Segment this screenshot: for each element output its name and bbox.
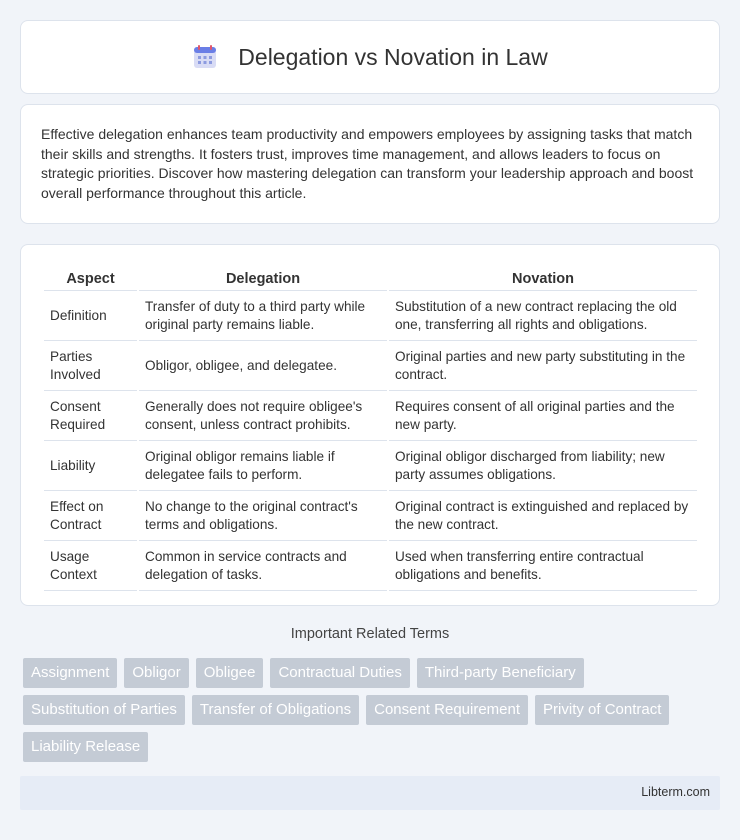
cell-novation: Substitution of a new contract replacing the old one, transferring all rights and obligations. <box>389 293 697 341</box>
cell-aspect: Effect on Contract <box>44 493 137 541</box>
table-row <box>44 393 697 441</box>
tag-privity-of-contract[interactable]: Privity of Contract <box>535 695 669 725</box>
cell-novation: Original contract is extinguished and replaced by the new contract. <box>389 493 697 541</box>
cell-novation: Used when transferring entire contractual obligations and benefits. <box>389 543 697 591</box>
cell-delegation: Obligor, obligee, and delegatee. <box>139 343 387 391</box>
tag-obligor[interactable]: Obligor <box>124 658 188 688</box>
related-terms-list <box>23 658 723 769</box>
table-row <box>44 293 697 341</box>
cell-aspect: Definition <box>44 293 137 341</box>
footer-site-link[interactable]: Libterm.com <box>641 785 710 799</box>
tag-assignment[interactable]: Assignment <box>23 658 117 688</box>
cell-novation: Original parties and new party substituting in the contract. <box>389 343 697 391</box>
table-row <box>44 343 697 391</box>
comparison-card <box>20 244 720 606</box>
table-row <box>44 543 697 591</box>
cell-delegation: Transfer of duty to a third party while original party remains liable. <box>139 293 387 341</box>
header-novation: Novation <box>389 267 697 291</box>
header-card <box>20 20 720 94</box>
cell-aspect: Parties Involved <box>44 343 137 391</box>
footer <box>20 776 720 810</box>
cell-delegation: No change to the original contract's terms and obligations. <box>139 493 387 541</box>
comparison-table <box>42 265 699 593</box>
cell-aspect: Usage Context <box>44 543 137 591</box>
tag-third-party-beneficiary[interactable]: Third-party Beneficiary <box>417 658 584 688</box>
tag-obligee[interactable]: Obligee <box>196 658 264 688</box>
page-title: Delegation vs Novation in Law <box>238 43 548 70</box>
header-aspect: Aspect <box>44 267 137 291</box>
header-delegation: Delegation <box>139 267 387 291</box>
table-row <box>44 493 697 541</box>
intro-text: Effective delegation enhances team productivity and empowers employees by assigning tasks that match their skills and strengths. It fosters trust, improves time management, and allows leaders to focus on strategic priorities. Discover how mastering delegation can transform your leadership approach and boost overall performance throughout this article. <box>41 126 694 201</box>
tag-liability-release[interactable]: Liability Release <box>23 732 148 762</box>
calendar-icon <box>192 44 218 70</box>
intro-card <box>20 104 720 224</box>
cell-delegation: Common in service contracts and delegation of tasks. <box>139 543 387 591</box>
cell-novation: Requires consent of all original parties and the new party. <box>389 393 697 441</box>
cell-delegation: Original obligor remains liable if delegatee fails to perform. <box>139 443 387 491</box>
cell-aspect: Liability <box>44 443 137 491</box>
cell-aspect: Consent Required <box>44 393 137 441</box>
related-terms-title: Important Related Terms <box>290 626 450 642</box>
cell-novation: Original obligor discharged from liability; new party assumes obligations. <box>389 443 697 491</box>
tag-transfer-of-obligations[interactable]: Transfer of Obligations <box>192 695 359 725</box>
table-row <box>44 443 697 491</box>
tag-substitution-of-parties[interactable]: Substitution of Parties <box>23 695 185 725</box>
tag-consent-requirement[interactable]: Consent Requirement <box>366 695 528 725</box>
table-header-row <box>44 267 697 291</box>
tag-contractual-duties[interactable]: Contractual Duties <box>270 658 409 688</box>
cell-delegation: Generally does not require obligee's consent, unless contract prohibits. <box>139 393 387 441</box>
